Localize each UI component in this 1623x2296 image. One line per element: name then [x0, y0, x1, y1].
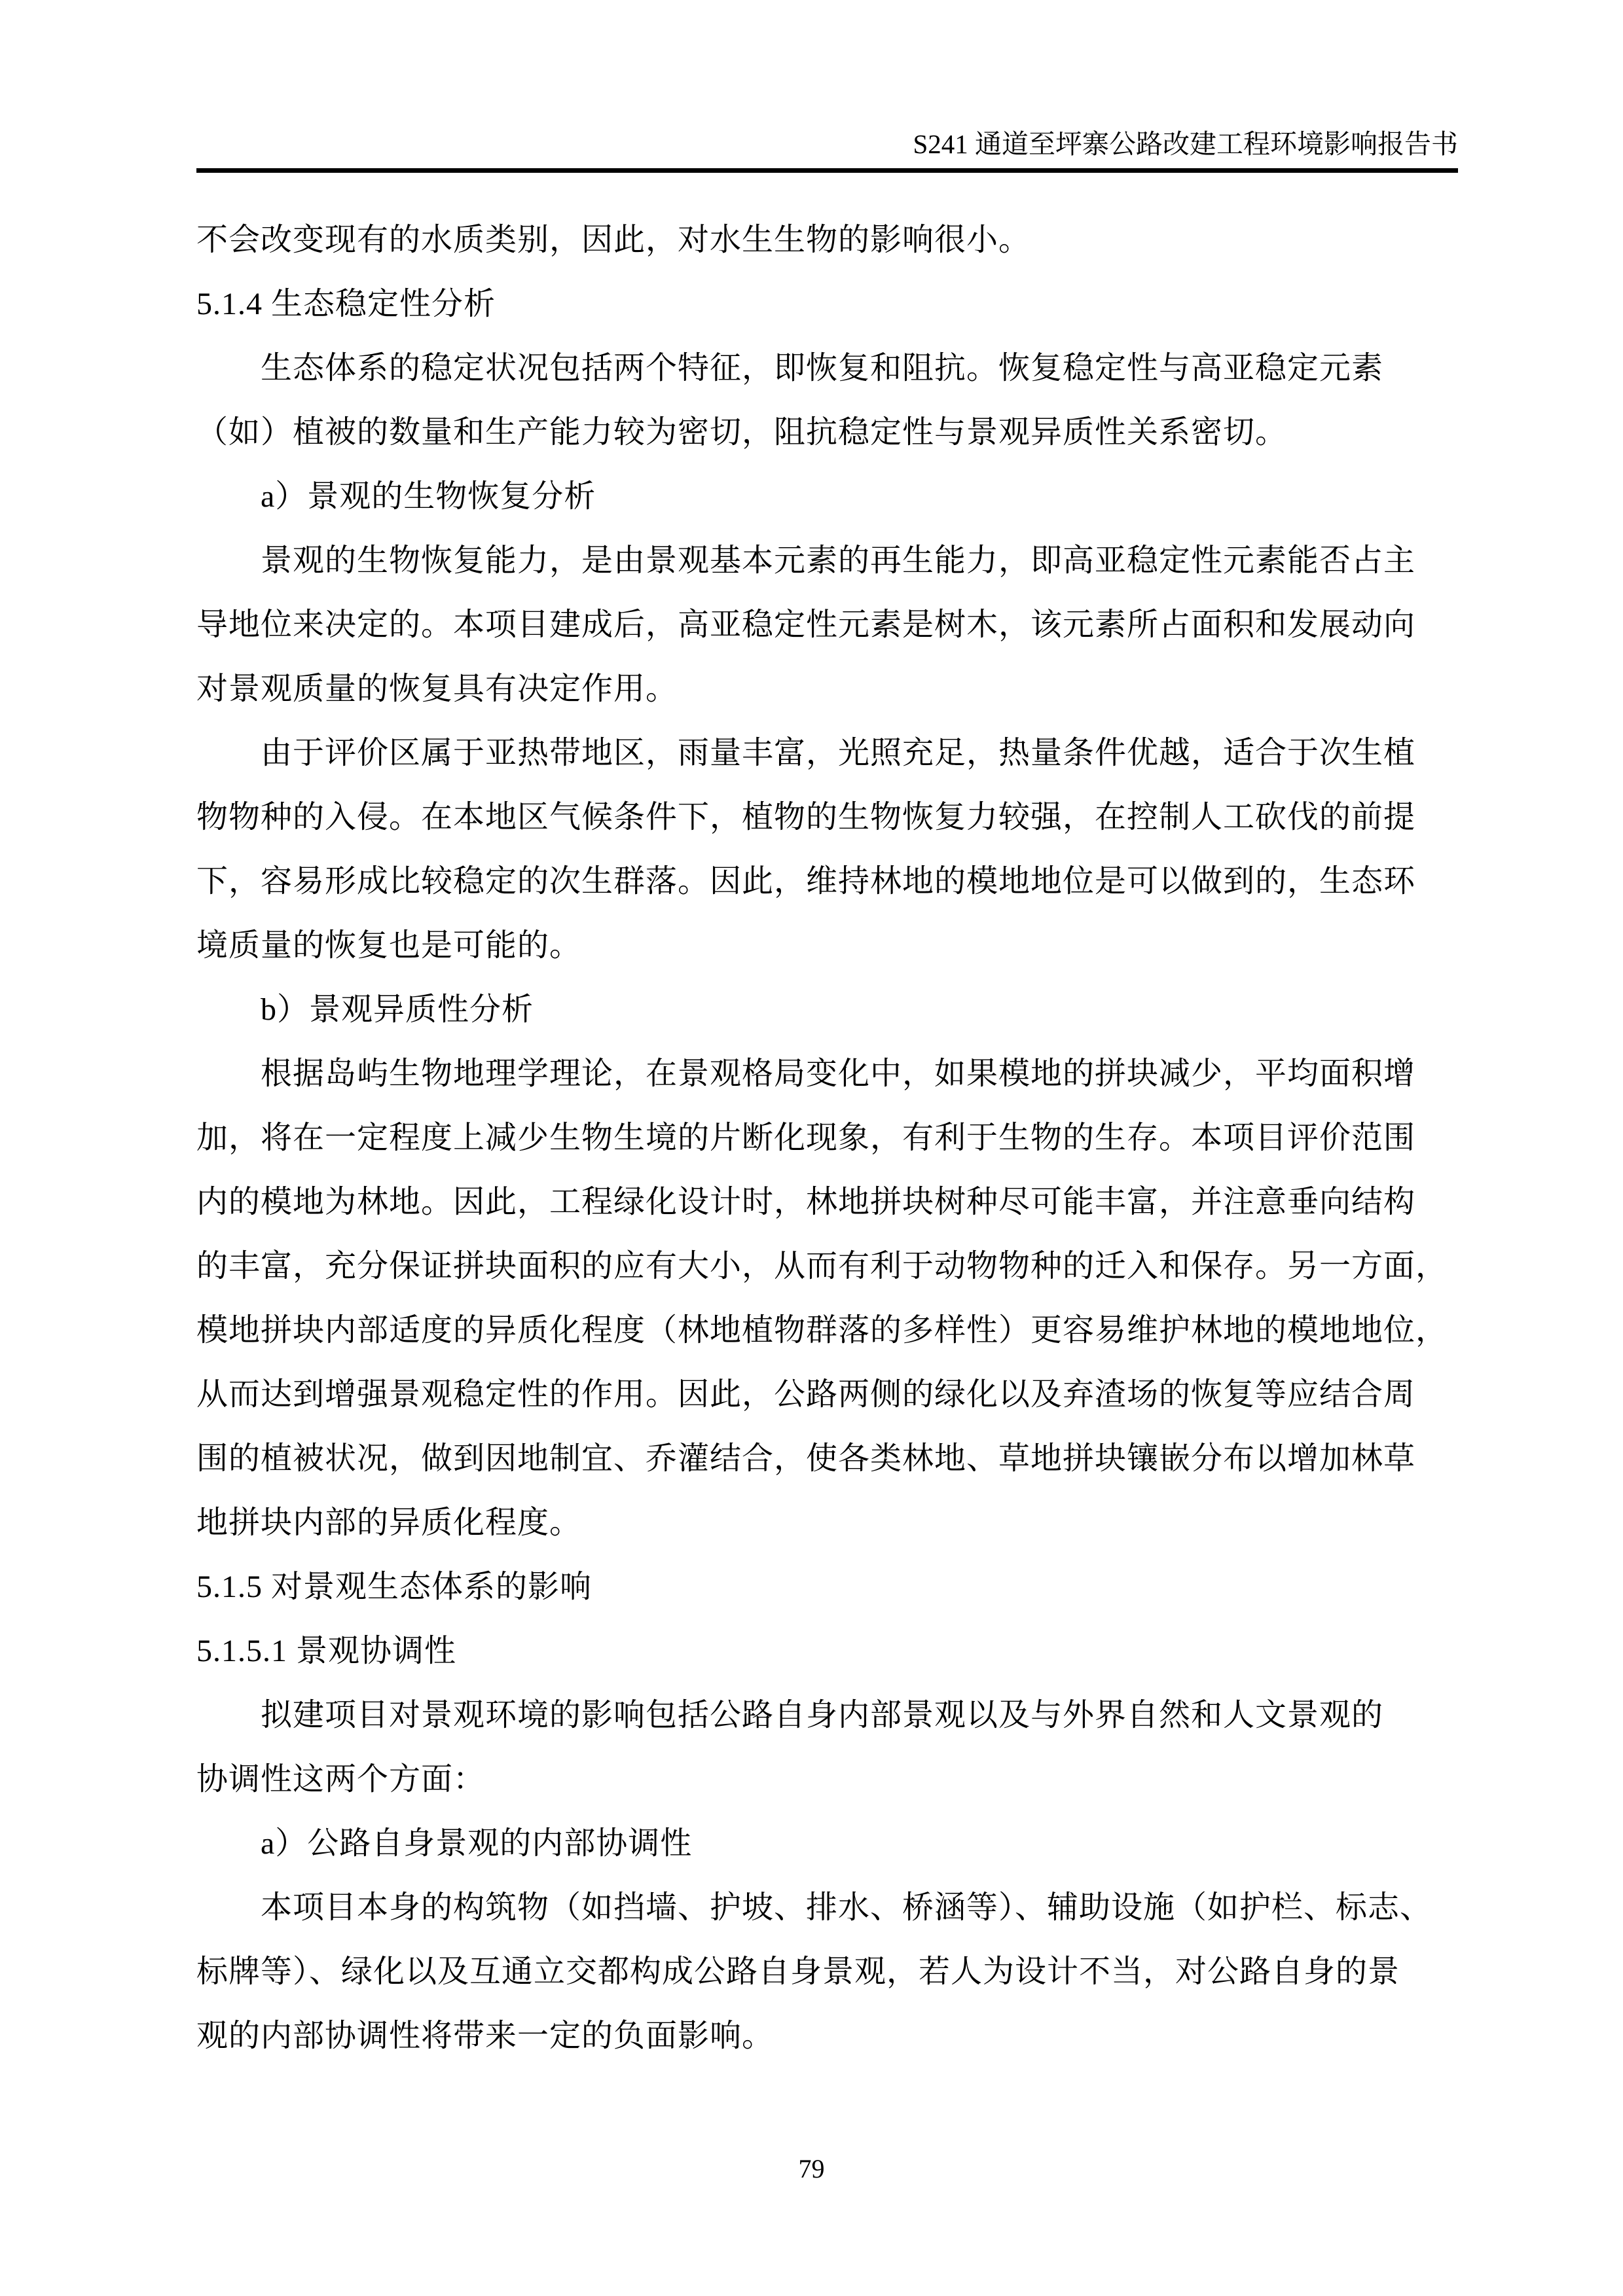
text-line: 加，将在一定程度上减少生物生境的片断化现象，有利于生物的生存。本项目评价范围: [196, 1121, 1416, 1155]
section-heading: 5.1.5.1 景观协调性: [196, 1634, 457, 1668]
text-line: 景观的生物恢复能力，是由景观基本元素的再生能力，即高亚稳定性元素能否占主: [261, 543, 1416, 578]
text-line: 观的内部协调性将带来一定的负面影响。: [196, 2018, 775, 2053]
text-line: 地拼块内部的异质化程度。: [196, 1505, 582, 1540]
text-line: 本项目本身的构筑物（如挡墙、护坡、排水、桥涵等）、辅助设施（如护栏、标志、: [261, 1890, 1432, 1925]
section-heading: 5.1.5 对景观生态体系的影响: [196, 1570, 593, 1604]
text-line: 导地位来决定的。本项目建成后，高亚稳定性元素是树木，该元素所占面积和发展动向: [196, 607, 1416, 642]
text-line: 根据岛屿生物地理学理论，在景观格局变化中，如果模地的拼块减少，平均面积增: [261, 1056, 1416, 1091]
text-line: 下，容易形成比较稳定的次生群落。因此，维持林地的模地地位是可以做到的，生态环: [196, 864, 1416, 899]
section-heading: 5.1.4 生态稳定性分析: [196, 287, 496, 321]
text-line: 内的模地为林地。因此，工程绿化设计时，林地拼块树种尽可能丰富，并注意垂向结构: [196, 1185, 1416, 1219]
text-line: （如）植被的数量和生产能力较为密切，阻抗稳定性与景观异质性关系密切。: [196, 415, 1288, 450]
text-line: 的丰富，充分保证拼块面积的应有大小，从而有利于动物物种的迁入和保存。另一方面，: [196, 1249, 1448, 1283]
text-line: 拟建项目对景观环境的影响包括公路自身内部景观以及与外界自然和人文景观的: [261, 1698, 1384, 1732]
text-line: 境质量的恢复也是可能的。: [196, 928, 582, 963]
text-line: 围的植被状况，做到因地制宜、乔灌结合，使各类林地、草地拼块镶嵌分布以增加林草: [196, 1441, 1416, 1476]
page-number: 79: [798, 2154, 825, 2183]
document-body: [196, 208, 1458, 2068]
text-line: 协调性这两个方面：: [196, 1762, 486, 1797]
text-line: 从而达到增强景观稳定性的作用。因此，公路两侧的绿化以及弃渣场的恢复等应结合周: [196, 1377, 1416, 1412]
text-line: b）景观异质性分析: [261, 992, 534, 1027]
text-line: 模地拼块内部适度的异质化程度（林地植物群落的多样性）更容易维护林地的模地地位，: [196, 1313, 1448, 1348]
header-title: S241 通道至坪寨公路改建工程环境影响报告书: [913, 129, 1458, 159]
page-header: [196, 128, 1458, 173]
text-line: 标牌等）、绿化以及互通立交都构成公路自身景观，若人为设计不当，对公路自身的景: [196, 1954, 1400, 1989]
text-line: 不会改变现有的水质类别，因此，对水生生物的影响很小。: [196, 223, 1031, 257]
text-line: a）景观的生物恢复分析: [261, 479, 596, 514]
text-line: 对景观质量的恢复具有决定作用。: [196, 672, 678, 706]
page-footer: [0, 2153, 1623, 2184]
text-line: 生态体系的稳定状况包括两个特征，即恢复和阻抗。恢复稳定性与高亚稳定元素: [261, 351, 1384, 386]
text-line: 物物种的入侵。在本地区气候条件下，植物的生物恢复力较强，在控制人工砍伐的前提: [196, 800, 1416, 834]
text-line: 由于评价区属于亚热带地区，雨量丰富，光照充足，热量条件优越，适合于次生植: [261, 736, 1416, 770]
text-line: a）公路自身景观的内部协调性: [261, 1826, 693, 1861]
